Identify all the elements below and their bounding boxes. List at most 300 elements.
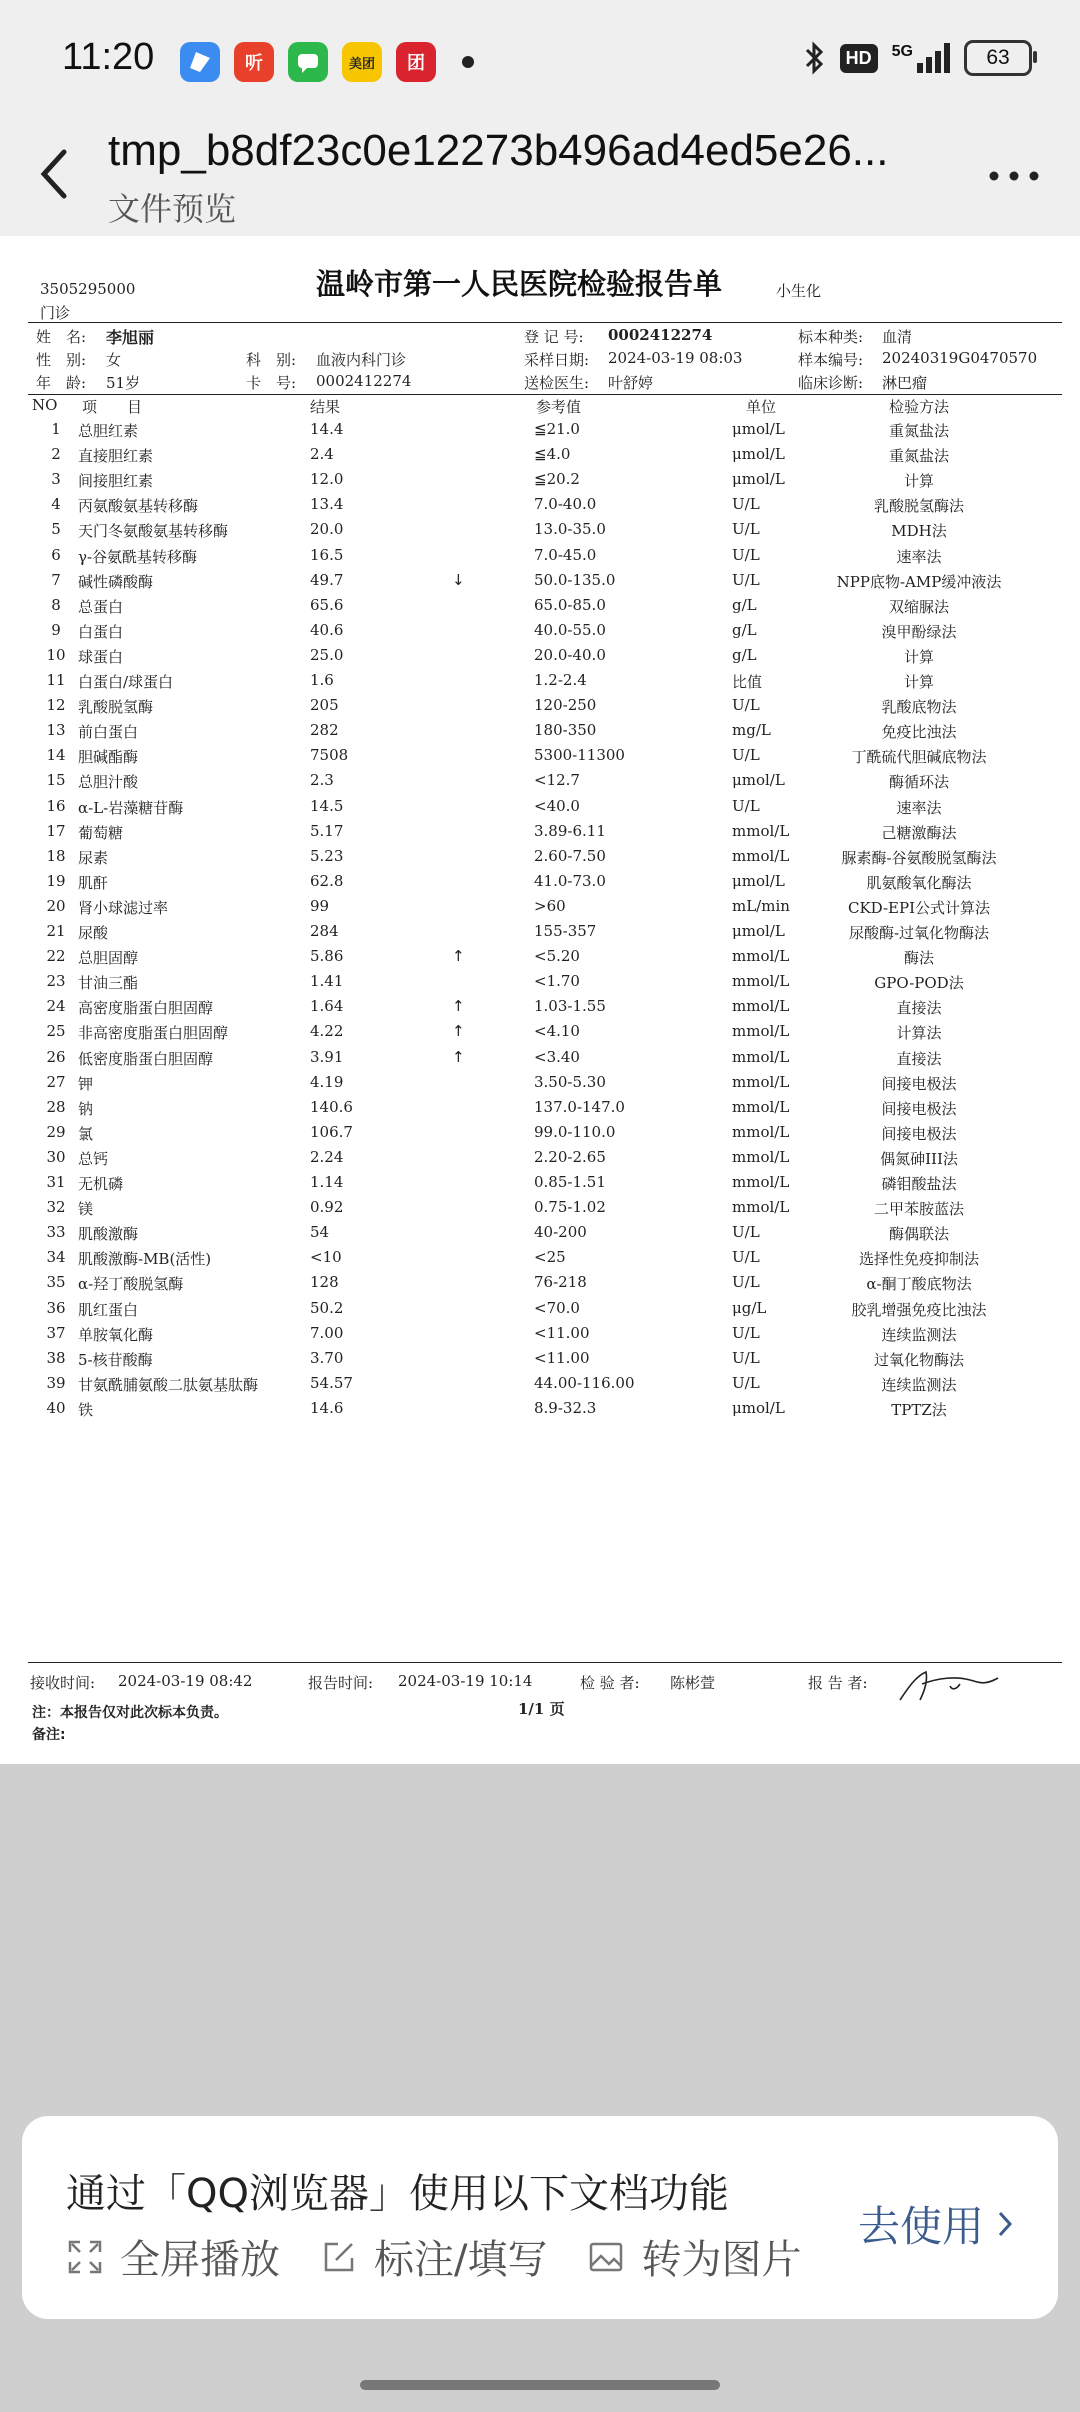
table-row [0,1073,1080,1098]
test-unit: U/L [732,1248,760,1267]
sample-no-label: 样本编号: [798,351,864,369]
table-row [0,596,1080,621]
abnormal-flag: ↑ [452,1047,465,1066]
test-method: 尿酸酶-过氧化物酶法 [848,924,990,942]
reference-range: 137.0-147.0 [534,1097,625,1116]
test-unit: mmol/L [732,1072,790,1091]
test-unit: mmol/L [732,1022,790,1041]
reference-range: ≦4.0 [534,445,571,464]
reference-range: 3.50-5.30 [534,1072,606,1091]
test-result: 40.6 [310,620,344,639]
reference-range: <12.7 [534,771,580,790]
battery-level: 63 [986,46,1010,69]
system-status [804,40,1032,76]
test-unit: μmol/L [732,871,785,890]
test-result: 12.0 [310,470,344,489]
page-indicator: 1/1 页 [518,1700,565,1718]
row-number: 7 [51,570,61,589]
reference-range: >60 [534,896,566,915]
table-row [0,1248,1080,1273]
table-row [0,445,1080,470]
test-result: 54 [310,1223,330,1242]
test-result: 7.00 [310,1323,344,1342]
fullscreen-label: 全屏播放 [120,2237,280,2283]
annotate-label: 标注/填写 [374,2237,548,2283]
test-unit: mmol/L [732,1047,790,1066]
report-time-label: 报告时间: [308,1674,374,1692]
col-item: 项 目 [82,398,143,416]
test-result: 1.14 [310,1173,344,1191]
row-number: 18 [46,846,66,865]
row-number: 5 [51,520,61,539]
table-row [0,470,1080,495]
table-row [0,1173,1080,1198]
test-result: 1.6 [310,671,334,689]
more-notifications-dot [462,56,474,68]
test-unit: U/L [732,1273,760,1292]
row-number: 10 [46,645,66,664]
doctor-name: 叶舒婷 [608,374,654,392]
divider [28,1662,1062,1663]
reporter-label: 报 告 者: [808,1674,868,1692]
divider [28,322,1062,323]
row-number: 6 [51,545,61,564]
test-method: 直接法 [896,1049,942,1068]
table-row [0,797,1080,822]
report-time: 2024-03-19 10:14 [398,1672,533,1690]
reference-range: 2.60-7.50 [534,846,606,865]
test-name: 镁 [78,1200,94,1219]
table-row [0,671,1080,696]
table-row [0,771,1080,796]
name-label: 姓 名: [36,328,87,346]
test-method: 连续监测法 [881,1325,957,1344]
test-unit: g/L [732,645,757,664]
row-number: 2 [51,445,61,464]
ting-icon: 听 [234,42,274,82]
table-row [0,495,1080,520]
test-name: 胆碱酯酶 [78,748,139,767]
test-result: 0.92 [310,1198,344,1217]
row-number: 28 [46,1097,66,1116]
edit-icon [320,2238,358,2276]
back-arrow-icon [36,146,72,202]
chevron-right-icon [996,2209,1014,2239]
row-number: 40 [46,1398,66,1417]
test-unit: μmol/L [732,470,785,489]
sample-date: 2024-03-19 08:03 [608,349,743,367]
test-method: 胶乳增强免疫比浊法 [851,1300,987,1319]
row-number: 23 [46,972,66,991]
row-number: 13 [46,721,66,740]
test-name: 肌酸激酶-MB(活性) [78,1250,212,1269]
reference-range: 1.03-1.55 [534,997,606,1016]
table-row [0,847,1080,872]
row-number: 22 [46,947,66,966]
test-name: 单胺氧化酶 [78,1325,154,1344]
file-title: tmp_b8df23c0e12273b496ad4ed5e26... [108,126,889,175]
table-row [0,897,1080,922]
wechat-style-icon [288,42,328,82]
test-method: 偶氮砷III法 [880,1149,958,1168]
test-name: α-羟丁酸脱氢酶 [78,1275,184,1294]
patient-name: 李旭丽 [106,328,155,347]
table-row [0,746,1080,771]
test-name: 直接胆红素 [78,447,154,466]
test-result: <10 [310,1248,342,1267]
table-row [0,972,1080,997]
abnormal-flag: ↑ [452,997,465,1016]
patient-dept: 血液内科门诊 [316,351,407,369]
test-name: 碱性磷酸酶 [78,572,154,591]
table-row [0,571,1080,596]
reference-range: 0.85-1.51 [534,1173,606,1191]
reference-range: 76-218 [534,1273,587,1292]
test-name: 肌红蛋白 [78,1300,139,1319]
bluetooth-icon [804,41,826,75]
test-method: 计算 [903,673,934,691]
test-method: 乳酸底物法 [881,698,957,717]
diagnosis-label: 临床诊断: [798,374,864,392]
test-method: 速率法 [896,798,942,817]
reference-range: <25 [534,1248,566,1267]
test-method: 溴甲酚绿法 [881,622,957,641]
test-name: 尿素 [78,848,109,867]
test-name: 甘油三酯 [78,974,139,993]
test-result: 14.5 [310,796,344,815]
test-unit: mL/min [732,896,790,915]
divider [28,394,1062,395]
test-result: 4.19 [310,1072,344,1091]
test-unit: U/L [732,696,760,715]
test-method: 免疫比浊法 [881,723,957,742]
table-row [0,1299,1080,1324]
test-name: α-L-岩藻糖苷酶 [78,798,184,817]
reg-label: 登 记 号: [524,328,584,346]
test-name: 钠 [78,1099,94,1118]
test-method: 计算 [903,472,934,491]
reference-range: <11.00 [534,1323,590,1342]
test-unit: 比值 [732,673,763,691]
test-unit: mg/L [732,721,771,740]
reference-range: 40-200 [534,1223,587,1242]
reference-range: 120-250 [534,696,597,715]
row-number: 27 [46,1072,66,1091]
table-row [0,1022,1080,1047]
reference-range: 8.9-32.3 [534,1398,597,1417]
reference-range: ≦21.0 [534,420,580,438]
tester-name: 陈彬萱 [670,1674,716,1692]
reference-range: 50.0-135.0 [534,570,616,589]
test-name: 低密度脂蛋白胆固醇 [78,1049,214,1068]
row-number: 20 [46,896,66,915]
test-result: 20.0 [310,520,344,539]
test-unit: U/L [732,495,760,514]
test-name: 间接胆红素 [78,472,154,491]
diagnosis: 淋巴瘤 [882,374,928,392]
row-number: 37 [46,1323,66,1342]
table-row [0,872,1080,897]
test-result: 5.23 [310,846,344,865]
shopping-icon: 团 [396,42,436,82]
test-result: 106.7 [310,1122,353,1141]
test-method: 直接法 [896,999,942,1018]
table-header [0,396,1080,421]
row-number: 33 [46,1223,66,1242]
test-method: 连续监测法 [881,1375,957,1394]
receive-time: 2024-03-19 08:42 [118,1672,253,1690]
test-method: 二甲苯胺蓝法 [873,1200,964,1219]
test-method: 选择性免疫抑制法 [858,1250,979,1269]
test-unit: U/L [732,1323,760,1342]
app-bar [0,122,1080,236]
reference-range: 99.0-110.0 [534,1122,616,1141]
more-dots-icon [988,146,1040,206]
test-name: 肌酐 [78,873,109,892]
fullscreen-button[interactable] [66,2228,280,2285]
reference-range: 13.0-35.0 [534,520,606,539]
col-ref: 参考值 [536,398,582,416]
test-result: 99 [310,896,330,915]
table-row [0,546,1080,571]
sample-number: 20240319G0470570 [882,349,1038,367]
test-method: 间接电极法 [881,1099,957,1118]
table-row [0,1399,1080,1424]
test-unit: μmol/L [732,771,785,790]
row-number: 39 [46,1373,66,1392]
test-unit: g/L [732,595,757,614]
test-unit: U/L [732,545,760,564]
test-result: 2.3 [310,771,334,790]
row-number: 9 [51,620,61,639]
table-row [0,822,1080,847]
row-number: 31 [46,1173,66,1191]
dept-type: 门诊 [40,304,71,322]
test-method: NPP底物-AMP缓冲液法 [836,572,1002,591]
sample-date-label: 采样日期: [524,351,590,369]
test-unit: mmol/L [732,997,790,1016]
test-name: 铁 [78,1400,94,1419]
blue-bubble-icon [180,42,220,82]
test-result: 4.22 [310,1022,344,1041]
test-method: TPTZ法 [891,1400,947,1419]
qq-browser-banner [22,2116,1058,2319]
row-number: 32 [46,1198,66,1217]
table-row [0,1324,1080,1349]
test-name: 肌酸激酶 [78,1225,139,1244]
test-unit: U/L [732,1223,760,1242]
col-unit: 单位 [746,398,777,416]
test-result: 62.8 [310,871,344,890]
reg-number: 0002412274 [608,326,713,344]
patient-age: 51岁 [106,374,141,392]
test-name: 总胆固醇 [78,949,139,968]
annotate-button[interactable] [320,2228,547,2285]
test-result: 16.5 [310,545,344,564]
table-row [0,696,1080,721]
file-preview-label: 文件预览 [108,190,237,228]
table-row [0,1349,1080,1374]
test-name: 肾小球滤过率 [78,898,169,917]
test-method: 重氮盐法 [888,447,949,466]
test-unit: mmol/L [732,821,790,840]
test-result: 14.4 [310,420,344,438]
test-unit: mmol/L [732,947,790,966]
row-number: 17 [46,821,66,840]
test-result: 14.6 [310,1398,344,1417]
reference-range: 3.89-6.11 [534,821,606,840]
test-method: 计算 [903,647,934,666]
test-method: 过氧化物酶法 [873,1350,964,1369]
test-result: 54.57 [310,1373,353,1392]
row-number: 4 [51,495,61,514]
test-name: 白蛋白/球蛋白 [78,673,174,691]
tester-label: 检 验 者: [580,1674,640,1692]
test-unit: mmol/L [732,846,790,865]
remark-label: 备注: [32,1727,66,1743]
battery-icon [964,40,1032,76]
patient-card: 0002412274 [316,372,412,390]
row-number: 8 [51,595,61,614]
test-method: 丁酰硫代胆碱底物法 [851,748,987,767]
table-row [0,922,1080,947]
row-number: 36 [46,1298,66,1317]
table-row [0,1148,1080,1173]
test-unit: μmol/L [732,445,785,464]
feature-list [66,2228,801,2285]
image-icon [587,2238,625,2276]
row-number: 1 [51,420,61,438]
test-method: 间接电极法 [881,1074,957,1093]
test-name: 钾 [78,1074,94,1093]
reference-range: <70.0 [534,1298,580,1317]
reference-range: 180-350 [534,721,597,740]
row-number: 29 [46,1122,66,1141]
table-row [0,1048,1080,1073]
report-category: 小生化 [776,282,822,300]
table-row [0,520,1080,545]
reference-range: 65.0-85.0 [534,595,606,614]
test-unit: U/L [732,1373,760,1392]
test-method: 酶法 [903,949,934,968]
test-result: 128 [310,1273,339,1292]
test-result: 25.0 [310,645,344,664]
table-row [0,420,1080,445]
test-method: 重氮盐法 [888,422,949,440]
reference-range: <3.40 [534,1047,580,1066]
row-number: 21 [46,922,66,940]
reference-range: 44.00-116.00 [534,1373,635,1392]
test-unit: μmol/L [732,420,785,438]
signal-bars-icon [917,43,950,73]
col-no: NO [32,396,58,414]
test-result: 49.7 [310,570,344,589]
reference-range: 7.0-40.0 [534,495,597,514]
row-number: 14 [46,746,66,765]
back-button[interactable] [36,146,76,206]
table-row [0,1223,1080,1248]
test-unit: mmol/L [732,1173,790,1191]
age-label: 年 龄: [36,374,87,392]
test-result: 13.4 [310,495,344,514]
reference-range: 40.0-55.0 [534,620,606,639]
table-row [0,721,1080,746]
test-method: MDH法 [891,522,947,541]
test-name: 总胆红素 [78,422,139,440]
test-name: 高密度脂蛋白胆固醇 [78,999,214,1018]
abnormal-flag: ↑ [452,1022,465,1041]
receive-label: 接收时间: [30,1674,96,1692]
reference-range: <40.0 [534,796,580,815]
test-result: 65.6 [310,595,344,614]
test-name: 尿酸 [78,924,109,942]
table-row [0,997,1080,1022]
doctor-label: 送检医生: [524,374,590,392]
table-row [0,1098,1080,1123]
to-image-button[interactable] [587,2228,801,2285]
test-name: 甘氨酰脯氨酸二肽氨基肽酶 [78,1375,259,1394]
test-method: 酶循环法 [888,773,949,792]
row-number: 16 [46,796,66,815]
test-unit: mmol/L [732,1198,790,1217]
test-name: 氯 [78,1124,94,1143]
test-method: 磷钼酸盐法 [881,1175,957,1193]
reporter-signature [898,1666,1002,1710]
document-page[interactable] [0,236,1080,1764]
test-name: 白蛋白 [78,622,124,641]
test-name: 5-核苷酸酶 [78,1350,153,1369]
dept-label: 科 别: [246,351,297,369]
test-result: 5.17 [310,821,344,840]
test-method: α-酮丁酸底物法 [866,1275,972,1294]
table-row [0,947,1080,972]
test-unit: μg/L [732,1298,767,1317]
specimen-label: 标本种类: [798,328,864,346]
more-button[interactable] [988,146,1040,217]
test-unit: U/L [732,520,760,539]
test-method: 速率法 [896,547,942,566]
gesture-bar[interactable] [360,2380,720,2390]
test-unit: μmol/L [732,922,785,940]
reference-range: <5.20 [534,947,580,966]
table-row [0,621,1080,646]
abnormal-flag: ↑ [452,947,465,966]
sex-label: 性 别: [36,351,87,369]
meituan-icon: 美团 [342,42,382,82]
table-row [0,1123,1080,1148]
row-number: 34 [46,1248,66,1267]
test-method: 双缩脲法 [888,597,949,616]
row-number: 15 [46,771,66,790]
use-now-button[interactable] [858,2194,1014,2254]
test-method: 己糖激酶法 [881,823,957,842]
reference-range: 1.2-2.4 [534,671,587,689]
fullscreen-icon [66,2238,104,2276]
report-id: 3505295000 [40,280,136,298]
test-result: 5.86 [310,947,344,966]
test-name: 前白蛋白 [78,723,139,742]
reference-range: 0.75-1.02 [534,1198,606,1217]
test-name: 天门冬氨酸氨基转移酶 [78,522,229,541]
table-row [0,646,1080,671]
abnormal-flag: ↓ [452,570,465,589]
reference-range: <1.70 [534,972,580,991]
test-result: 1.64 [310,997,344,1016]
test-name: 乳酸脱氢酶 [78,698,154,717]
report-title: 温岭市第一人民医院检验报告单 [316,267,723,301]
test-unit: μmol/L [732,1398,785,1417]
test-result: 140.6 [310,1097,353,1116]
